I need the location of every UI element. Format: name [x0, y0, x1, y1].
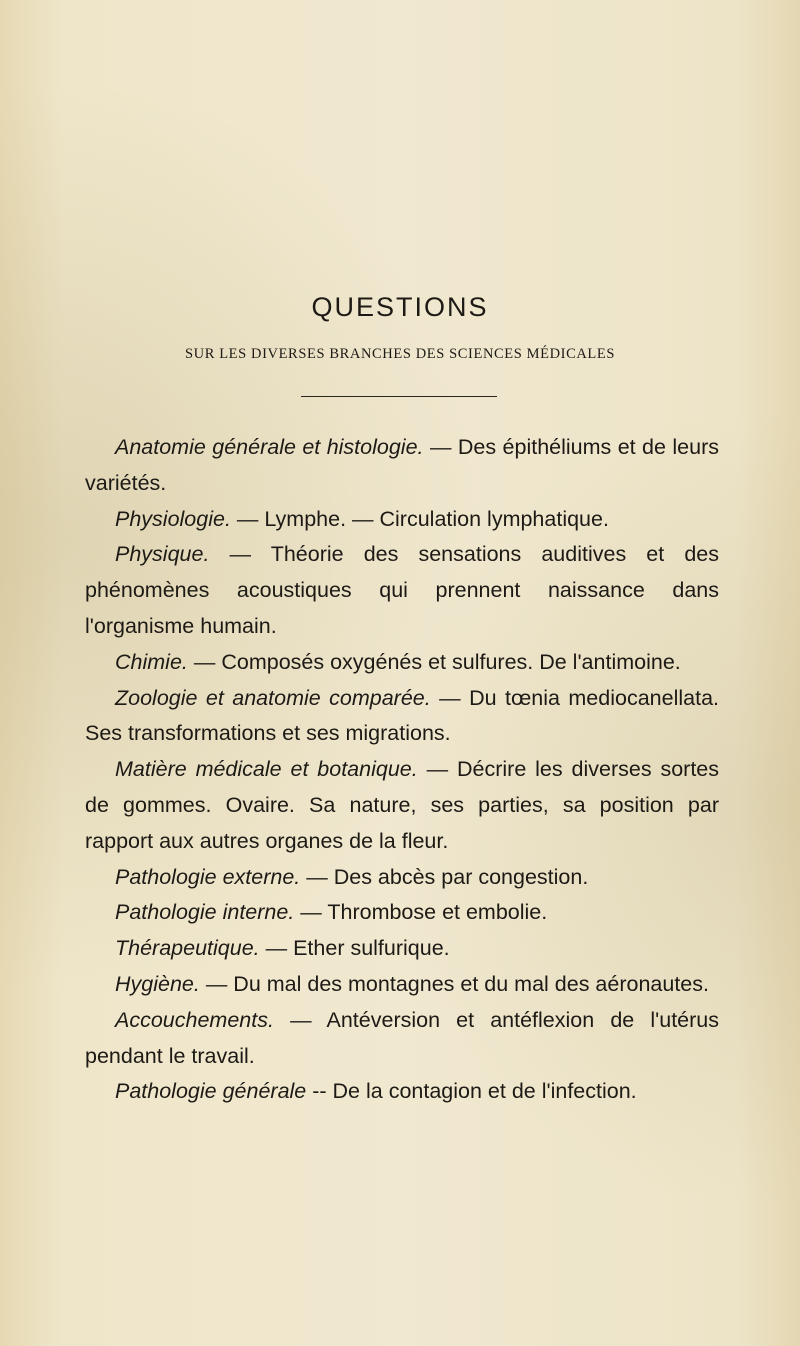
entry-heading: Pathologie interne.	[115, 900, 295, 925]
question-entry	[85, 1003, 719, 1075]
entry-heading: Hygiène.	[115, 971, 200, 996]
question-entry	[85, 430, 719, 502]
question-entry	[85, 752, 719, 859]
entry-text: — Thrombose et embolie.	[294, 900, 548, 925]
entry-heading: Chimie.	[115, 649, 188, 674]
entry-text: — Décrire les diverses sortes de gommes. Ovaire. Sa nature, ses parties, sa position par rapport aux autres organes de la fleur.	[85, 757, 719, 853]
title-divider	[301, 396, 497, 397]
entry-heading: Pathologie externe.	[115, 864, 301, 889]
question-entry	[85, 1074, 719, 1110]
question-entry	[85, 502, 719, 538]
page-subtitle: SUR LES DIVERSES BRANCHES DES SCIENCES MÉDICALES	[184, 346, 616, 362]
entry-text: — Théorie des sensations auditives et des phénomènes acoustiques qui prennent naissance dans l'organisme humain.	[85, 542, 719, 638]
entry-heading: Pathologie générale	[115, 1079, 307, 1104]
entry-text: — Des épithéliums et de leurs variétés.	[85, 435, 719, 495]
entry-heading: Physique.	[115, 542, 210, 567]
question-entry	[85, 931, 719, 967]
question-entry	[85, 537, 719, 644]
question-entry	[85, 645, 719, 681]
entry-heading: Zoologie et anatomie comparée.	[115, 685, 431, 710]
entry-text: — Antéversion et antéflexion de l'utérus pendant le travail.	[85, 1007, 719, 1068]
question-entry	[85, 860, 719, 896]
entry-text: — Composés oxygénés et sulfures. De l'antimoine.	[187, 649, 681, 674]
entry-heading: Physiologie.	[115, 506, 231, 531]
entry-text: — Du tœnia mediocanellata. Ses transformations et ses migrations.	[85, 685, 719, 746]
entry-heading: Accouchements.	[115, 1007, 274, 1032]
entry-heading: Thérapeutique.	[115, 936, 260, 961]
questions-list	[85, 430, 719, 1110]
question-entry	[85, 681, 719, 753]
entry-text: — Ether sulfurique.	[259, 936, 450, 961]
question-entry	[85, 967, 719, 1003]
entry-heading: Matière médicale et botanique.	[115, 757, 418, 782]
question-entry	[85, 895, 719, 931]
entry-heading: Anatomie générale et histologie.	[115, 435, 424, 459]
entry-text: — Du mal des montagnes et du mal des aéronautes.	[199, 971, 709, 996]
entry-text: — Lymphe. — Circulation lymphatique.	[230, 506, 609, 531]
entry-text: -- De la contagion et de l'infection.	[306, 1079, 637, 1104]
page-title: QUESTIONS	[311, 292, 489, 322]
entry-text: — Des abcès par congestion.	[300, 864, 589, 889]
